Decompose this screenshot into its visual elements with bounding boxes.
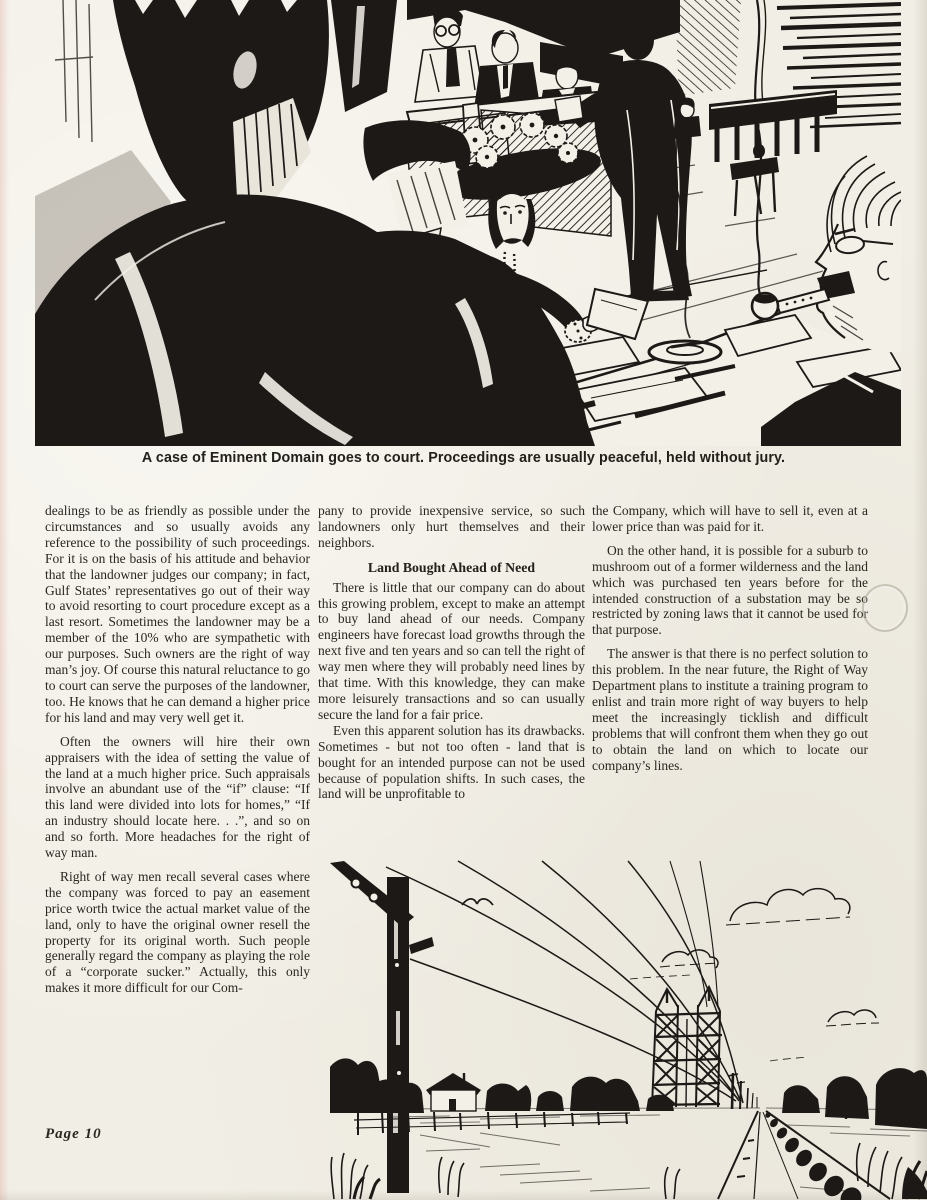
roadside-posts [764,1111,866,1200]
paragraph: Often the owners will hire their own appraisers with the idea of setting the value of the land at a much higher price. Such appraisals involve an abundant use of the “if” clause: “If this land were divided into lots for homes,” “If an industry should locate here. . .”, and so on and so forth. More headaches for the right of way man. [45,733,310,861]
section-heading: Land Bought Ahead of Need [367,559,536,575]
right-treeline [782,1068,927,1136]
paragraph: dealings to be as friendly as possible under the circumstances and so usually avoids any reference to the possibility of such proceedings. For it is on the basis of his attitude and behavior that the landowner judges our company; in fact, Gulf States’ representatives go out of their way to avoid resorting to court procedure except as a last resort. Sometimes the landowner may be a member of the 10% who are sympathetic with our purposes. Such owners are the right of way man’s joy. Of course this natural reluctance to go to court can serve the purposes of the landowner, too. He knows that he can demand a higher price for his land and may very well get it. [45,503,310,725]
powerline-landscape-illustration [330,860,927,1200]
text-column-1 [45,503,310,996]
insulator [370,893,379,902]
juror-glasses [415,8,484,102]
insulator [352,879,361,888]
courtroom-illustration [35,0,901,446]
paragraph: pany to provide inexpensive service, so such landowners only hurt themselves and their neighbors. [318,503,585,550]
background-rail-and-figures [673,90,837,216]
paragraph: the Company, which will have to sell it, even at a lower price than was paid for it. [592,503,868,534]
bird [462,899,493,905]
page-edge-tint-left [0,0,9,1200]
road [718,1111,890,1200]
receding-poles [728,1073,757,1109]
paragraph: The answer is that there is no perfect solution to this problem. In the near future, the Right of Way Department plans to institute a training program to enlist and train more right of way buyers to help meet the increasingly ticklish and difficult problems that will confront them when they go out to obtain the land on which to locate our company’s lines. [592,646,868,773]
doorframe-lines [55,0,93,142]
lips [503,238,522,244]
ashtray [649,341,721,363]
power-lines [386,861,743,1103]
paragraph: Even this apparent solution has its drawbacks. Sometimes - but not too often - land that is bought for an intended purpose can not be used because of population shifts. In such cases, the land will be unprofitable to [318,722,585,802]
lattice-tower [652,987,722,1107]
pipe [752,289,829,319]
drape-hatched [675,0,741,96]
utility-pole [330,861,434,1193]
paragraph: Right of way men recall several cases where the company was forced to pay an easement price worth twice the actual market value of the land, only to have the original owner resell the property for its original worth. Such people generally regard the company as playing the role of a “corporate sucker.” Actually, this only makes it more difficult for our Com- [45,868,310,996]
illustration-caption: A case of Eminent Domain goes to court. Proceedings are usually peaceful, held without jury. [141,450,786,466]
foreground-grass [331,1143,927,1199]
paragraph: On the other hand, it is possible for a suburb to mushroom out of a former wilderness and the land which was purchased ten years before for the intended construction of a substation may be so restricted by zoning laws that it cannot be used for that purpose. [592,542,868,638]
paragraph: There is little that our company can do about this growing problem, except to make an attempt to buy land ahead of our needs. Company engineers have forecast load growths through the next five and ten years and so can tell the right of way men where they will probably need lines by that time. With this knowledge, they can make more leisurely transactions and so can usually secure the land for a fair price. [318,579,585,722]
page-number: Page 10 [45,1126,102,1142]
